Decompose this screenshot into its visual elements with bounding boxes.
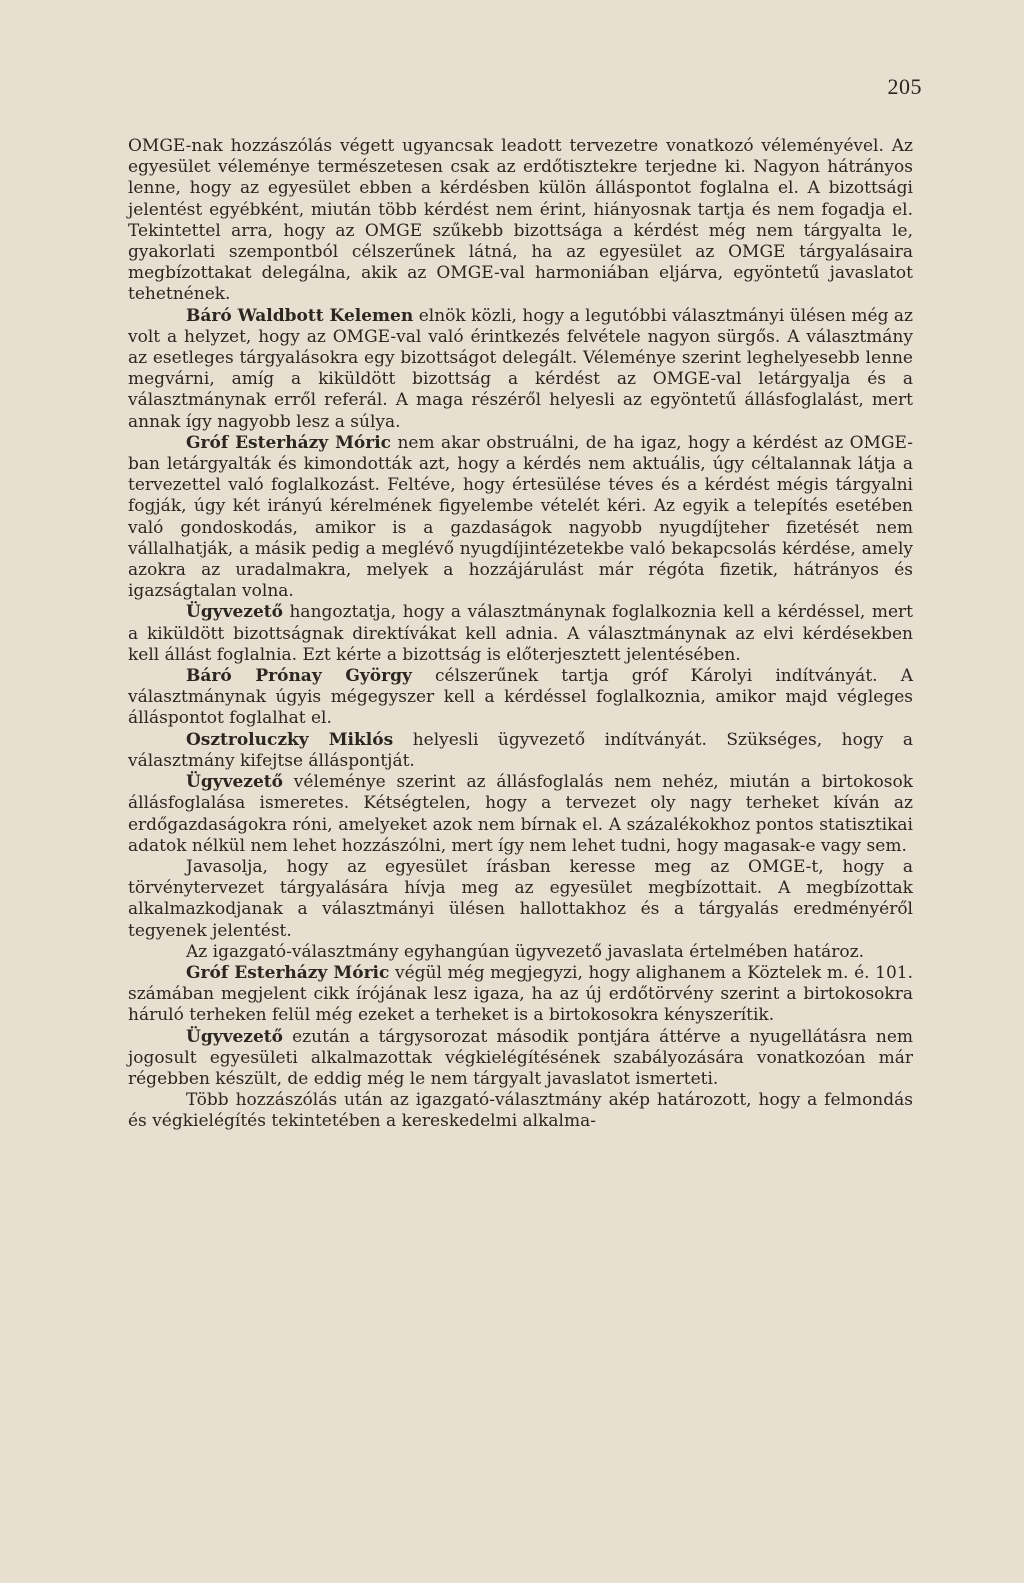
- speaker-name: Gróf Esterházy Móric: [186, 432, 392, 453]
- paragraph: [128, 602, 913, 666]
- speaker-name: Báró Prónay György: [186, 666, 412, 687]
- paragraph-text: végül még megjegyzi, hogy alighanem a Köztelek m. é. 101. számában megjelent cikk írójának lesz igaza, ha az új erdőtörvény szerint a birtokosokra háruló terheken felül még ezeket a terheket is a birtokosokra kényszerítik.: [128, 962, 913, 1026]
- paragraph-text: Több hozzászólás után az igazgató-választmány akép határozott, hogy a felmondás és végkielégítés tekintetében a kereskedelmi alkalma-: [128, 1090, 913, 1132]
- speaker-name: Ügyvezető: [186, 1026, 283, 1047]
- speaker-name: Gróf Esterházy Móric: [186, 962, 390, 983]
- speaker-name: Ügyvezető: [186, 772, 283, 793]
- paragraph-text: hangoztatja, hogy a választmánynak foglalkoznia kell a kérdéssel, mert a kiküldött bizottságnak direktívákat kell adnia. A választmánynak az elvi kérdésekben kell állást foglalnia. Ezt kérte a bizottság is előterjesztett jelentésében.: [128, 602, 913, 665]
- paragraph-text: helyesli ügyvezető indítványát. Szükséges, hogy a választmány kifejtse álláspontját.: [128, 729, 913, 771]
- paragraph: [128, 306, 913, 433]
- paragraph-text: célszerűnek tartja gróf Károlyi indítványát. A választmánynak úgyis mégegyszer kell a kérdéssel foglalkoznia, amikor majd végleges álláspontot foglalhat el.: [128, 666, 913, 729]
- paragraph: [128, 1090, 913, 1132]
- paragraph-text: nem akar obstruálni, de ha igaz, hogy a kérdést az OMGE-ban letárgyalták és kimondották azt, hogy a kérdés nem aktuális, úgy céltalannak látja a tervezettel való foglalkozást. Feltéve, hogy értesülése téves és a kérdést mégis tárgyalni fogják, úgy két irányú kérelmének figyelembe vételét kéri. Az egyik a telepítés esetében való gondoskodás, amikor is a gazdaságok nagyobb nyugdíjteher fizetését nem vállalhatják, a másik pedig a meglévő nyugdíjintézetekbe való bekapcsolás kérdése, amely azokra az uradalmakra, melyek a hozzájárulást már régóta fizetik, hátrányos és igazságtalan volna.: [128, 432, 913, 602]
- paragraph: [128, 666, 913, 730]
- paragraph: [128, 1027, 913, 1091]
- paragraph-text: Az igazgató-választmány egyhangúan ügyvezető javaslata értelmében határoz.: [186, 941, 864, 962]
- paragraph-text: OMGE-nak hozzászólás végett ugyancsak leadott tervezetre vonatkozó véleményével. Az egyesület véleménye természetesen csak az erdőtisztekre terjedne ki. Nagyon hátrányos lenne, hogy az egyesület ebben a kérdésben külön álláspontot foglalna el. A bizottsági jelentést egyébként, miután több kérdést nem érint, hiányosnak tartja és nem fogadja el. Tekintettel arra, hogy az OMGE szűkebb bizottsága a kérdést még nem tárgyalta le, gyakorlati szempontból célszerűnek látná, ha az egyesület az OMGE tárgyalásaira megbízottakat delegálna, akik az OMGE-val harmoniában eljárva, egyöntetű javaslatot tehetnének.: [128, 136, 913, 305]
- speaker-name: Ügyvezető: [186, 602, 283, 623]
- paragraph: [128, 730, 913, 772]
- paragraph-text: ezután a tárgysorozat második pontjára áttérve a nyugellátásra nem jogosult egyesületi alkalmazottak végkielégítésének szabályozására vonatkozóan már régebben készült, de eddig még le nem tárgyalt javaslatot ismerteti.: [128, 1026, 913, 1089]
- paragraph: [128, 772, 913, 857]
- speaker-name: Osztroluczky Miklós: [186, 729, 394, 750]
- paragraph-text: elnök közli, hogy a legutóbbi választmányi ülésen még az volt a helyzet, hogy az OMGE-val való érintkezés felvétele nagyon sürgős. A választmány az esetleges tárgyalásokra egy bizottságot delegált. Véleménye szerint leghelyesebb lenne megvárni, amíg a kiküldött bizottság a kérdést az OMGE-val letárgyalja és a választmánynak erről referál. A maga részéről helyesli az egyöntetű állásfoglalást, mert annak így nagyobb lesz a súlya.: [128, 305, 914, 432]
- paragraph-text: Javasolja, hogy az egyesület írásban keresse meg az OMGE-t, hogy a törvénytervezet tárgyalására hívja meg az egyesület megbízottait. A megbízottak alkalmazkodjanak a választmányi ülésen hallottakhoz és a tárgyalás eredményéről tegyenek jelentést.: [128, 856, 913, 941]
- paragraph: [128, 433, 913, 603]
- paragraph: [128, 857, 913, 942]
- page-number: 205: [887, 74, 922, 99]
- paragraph-text: véleménye szerint az állásfoglalás nem nehéz, miután a birtokosok állásfoglalása ismeretes. Kétségtelen, hogy a tervezet oly nagy terheket kíván az erdőgazdaságokra róni, amelyeket azok nem bírnak el. A százalékokhoz pontos statisztikai adatok nélkül nem lehet hozzászólni, mert így nem lehet tudni, hogy magasak-e vagy sem.: [128, 772, 913, 856]
- speaker-name: Báró Waldbott Kelemen: [186, 305, 414, 326]
- paragraph: [128, 942, 913, 963]
- body-text: [128, 136, 913, 1133]
- paragraph: [128, 136, 913, 306]
- paragraph: [128, 963, 913, 1027]
